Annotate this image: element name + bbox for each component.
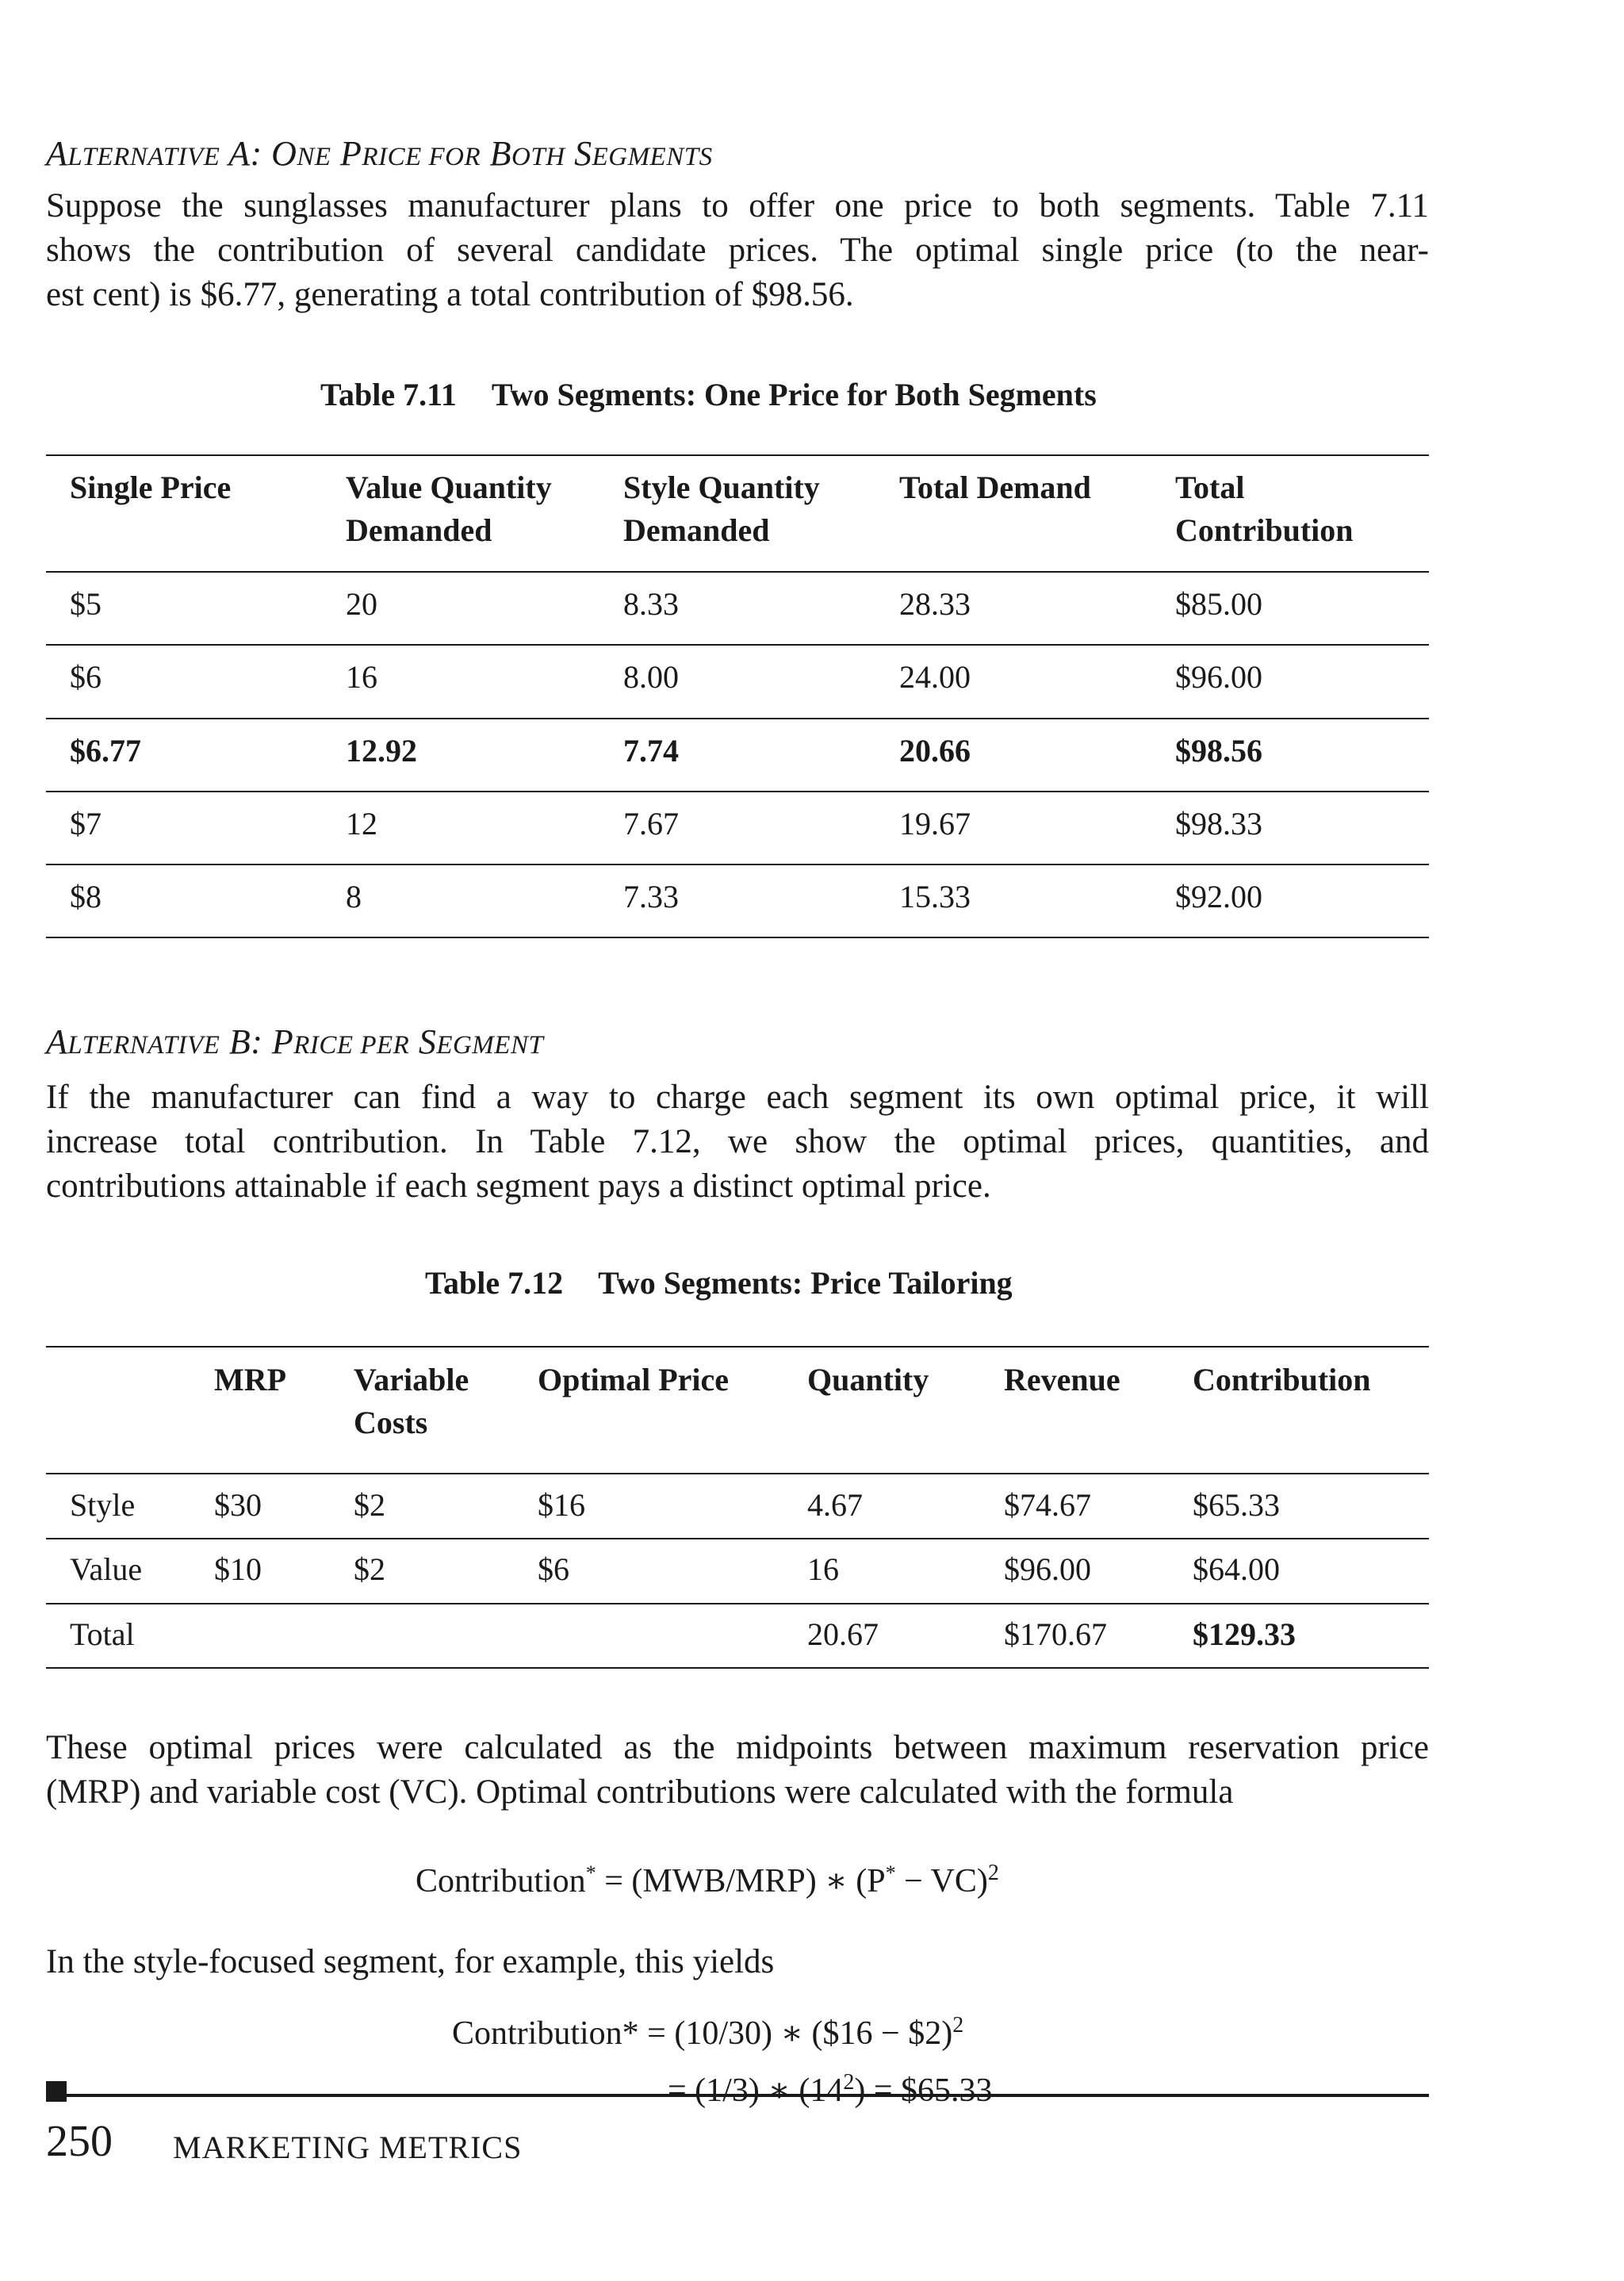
table-cell: 8.33 [623, 586, 679, 622]
table-title: Two Segments: One Price for Both Segments [491, 377, 1097, 412]
table-rule [46, 1667, 1429, 1669]
table-cell: 15.33 [899, 879, 971, 914]
footer-rule [46, 2094, 1429, 2097]
section-heading-alternative-a [46, 133, 713, 174]
table-cell: $6 [70, 659, 102, 695]
table-rule [46, 571, 1429, 573]
paragraph-line: shows the contribution of several candidate prices. The optimal single price (to the near- [46, 232, 1429, 269]
table-header-cell: Single Price [70, 470, 232, 505]
table-cell: 16 [346, 659, 377, 695]
table-cell: $6.77 [70, 733, 141, 769]
table-header-cell: Revenue [1004, 1362, 1120, 1397]
table-cell: $16 [538, 1487, 585, 1523]
heading-a-part: RICE FOR [362, 143, 481, 171]
table-rule [46, 937, 1429, 938]
table-cell: $85.00 [1175, 586, 1262, 622]
table-cell: 24.00 [899, 659, 971, 695]
heading-b-part: S [409, 1022, 437, 1061]
table-header-cell: Quantity [807, 1362, 929, 1397]
table-cell: $8 [70, 879, 102, 914]
table-rule [46, 791, 1429, 792]
table-rule [46, 1538, 1429, 1539]
table-cell: $64.00 [1193, 1551, 1280, 1587]
table-711-caption [320, 376, 1097, 413]
table-cell: 8.00 [623, 659, 679, 695]
table-rule [46, 864, 1429, 865]
table-cell: 7.67 [623, 806, 679, 841]
page-number: 250 [46, 2117, 113, 2166]
table-rule [46, 1473, 1429, 1474]
paragraph-line: est cent) is $6.77, generating a total contribution of $98.56. [46, 276, 854, 313]
table-number: Table 7.11 [320, 377, 457, 412]
heading-a-part: LTERNATIVE [67, 143, 220, 171]
closing-paragraph [46, 1726, 1429, 1815]
table-title: Two Segments: Price Tailoring [598, 1265, 1013, 1301]
table-header-cell: MRP [214, 1362, 287, 1397]
table-cell: $98.33 [1175, 806, 1262, 841]
table-cell: $5 [70, 586, 102, 622]
table-cell: 8 [346, 879, 362, 914]
heading-b-part: B: P [220, 1022, 294, 1061]
table-rule [46, 644, 1429, 646]
heading-a-part: NE [297, 143, 331, 171]
paragraph-line: contributions attainable if each segment pays a distinct optimal price. [46, 1167, 991, 1205]
section-b-paragraph [46, 1075, 1429, 1209]
table-cell: $170.67 [1004, 1616, 1107, 1652]
heading-a-part: OTH [511, 143, 565, 171]
table-number: Table 7.12 [425, 1265, 564, 1301]
formula-general: Contribution* = (MWB/MRP) ∗ (P* − VC)$^2$ [416, 1861, 999, 1900]
table-cell: 20.66 [899, 733, 971, 769]
table-header-cell: Style Quantity Demanded [623, 470, 820, 548]
table-cell: $2 [354, 1551, 385, 1587]
table-cell: 20.67 [807, 1616, 879, 1652]
table-cell: $96.00 [1004, 1551, 1091, 1587]
table-rule [46, 1603, 1429, 1604]
heading-a-part: P [331, 134, 362, 173]
table-header-cell: Total Contribution [1175, 470, 1354, 548]
table-header-cell: Contribution [1193, 1362, 1371, 1397]
heading-a-part: S [565, 134, 592, 173]
table-header-cell: Optimal Price [538, 1362, 730, 1397]
table-cell: 12 [346, 806, 377, 841]
table-header-cell: Value Quantity Demanded [346, 470, 552, 548]
running-head: MARKETING METRICS [173, 2130, 523, 2165]
heading-b-part: RICE PER [293, 1031, 410, 1060]
table-cell: 16 [807, 1551, 839, 1587]
table-cell: $74.67 [1004, 1487, 1091, 1523]
table-cell: $98.56 [1175, 733, 1262, 769]
table-cell: 7.33 [623, 879, 679, 914]
paragraph-line: Suppose the sunglasses manufacturer plans to offer one price to both segments. Table 7.11 [46, 187, 1429, 224]
table-cell: 19.67 [899, 806, 971, 841]
paragraph-line: increase total contribution. In Table 7.12, we show the optimal prices, quantities, and [46, 1123, 1429, 1160]
table-cell: 28.33 [899, 586, 971, 622]
table-cell: $129.33 [1193, 1616, 1296, 1652]
table-header-cell: Variable Costs [354, 1362, 469, 1440]
heading-b-part: LTERNATIVE [67, 1031, 220, 1060]
section-a-paragraph [46, 184, 1429, 317]
table-cell: $96.00 [1175, 659, 1262, 695]
table-cell: 4.67 [807, 1487, 863, 1523]
heading-b-part: A [46, 1022, 68, 1061]
paragraph-line: (MRP) and variable cost (VC). Optimal contributions were calculated with the formula [46, 1773, 1234, 1811]
table-cell: $7 [70, 806, 102, 841]
table-cell: 20 [346, 586, 377, 622]
table-cell: $30 [214, 1487, 262, 1523]
paragraph-line: If the manufacturer can find a way to charge each segment its own optimal price, it will [46, 1079, 1429, 1116]
table-rule [46, 1346, 1429, 1348]
footer-marker [46, 2081, 67, 2102]
heading-a-part: EGMENTS [592, 143, 713, 171]
table-cell: $2 [354, 1487, 385, 1523]
paragraph-line: These optimal prices were calculated as the midpoints between maximum reservation price [46, 1729, 1429, 1766]
table-rule [46, 454, 1429, 456]
example-intro: In the style-focused segment, for example, this yields [46, 1943, 775, 1980]
table-cell: Value [70, 1551, 143, 1587]
heading-a-part: B [481, 134, 512, 173]
table-cell: Style [70, 1487, 136, 1523]
heading-b-part: EGMENT [436, 1031, 544, 1060]
table-rule [46, 718, 1429, 719]
table-cell: $65.33 [1193, 1487, 1280, 1523]
formula-example-line1: Contribution* = (10/30) ∗ ($16 − $2)$^2$ [452, 2013, 964, 2052]
table-cell: 7.74 [623, 733, 679, 769]
table-cell: 12.92 [346, 733, 417, 769]
table-cell: $6 [538, 1551, 569, 1587]
table-header-cell: Total Demand [899, 470, 1091, 505]
formula-example-line2: = (1/3) ∗ $(14^2)$ = $65.33 [668, 2070, 993, 2109]
table-712-caption [425, 1264, 1013, 1302]
table-cell: $10 [214, 1551, 262, 1587]
table-cell: $92.00 [1175, 879, 1262, 914]
heading-a-part: A: O [220, 134, 297, 173]
section-heading-alternative-b [46, 1022, 543, 1062]
table-cell: Total [70, 1616, 135, 1652]
heading-a-part: A [46, 134, 68, 173]
